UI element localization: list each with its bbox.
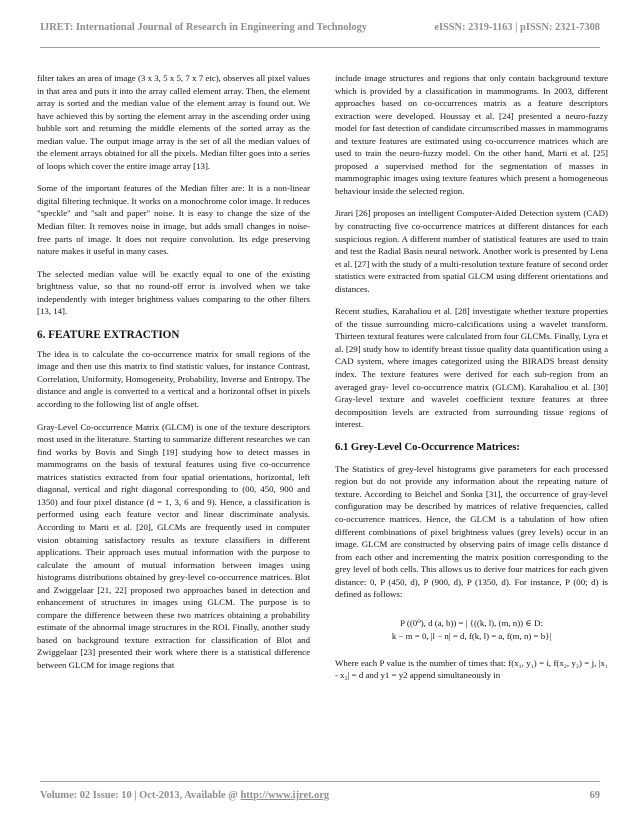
page-number: 69 (589, 790, 600, 801)
paragraph: The selected median value will be exactly equal to one of the existing brightness value, so that no round-off error is involved when we take independently with integer brightness values comparing to the other filters [13, 14]. (37, 268, 310, 317)
running-header (40, 22, 600, 40)
right-column (335, 72, 608, 692)
volume-info: Volume: 02 Issue: 10 | Oct-2013, Available @ (40, 790, 241, 801)
footer-rule (40, 781, 600, 782)
paragraph: Gray-Level Co-occurrence Matrix (GLCM) is one of the texture descriptors most used in the literature. Starting to summarize different researches we can find works by Bovis and Singh [19] studying how to detect masses in mammograms on the basis of textural features using five co-occurrence matrices statistics extracted from four spatial orientations, horizontal, left diagonal, vertical and right diagonal corresponding to (00, 450, 900 and 1350) and four pixel distance (d = 1, 3, 6 and 9). Hence, a classification is performed using each feature vector and linear discriminate analysis. According to Marti et al. [20], GLCMs are frequently used in computer vision obtaining satisfactory results as texture classifiers in different applications. Their approach uses mutual information with the purpose to calculate the amount of mutual information between images using histograms distributions obtained by grey-level co-occurrence matrices. Blot and Zwiggelaar [21, 22] proposed two approaches based in detection and enhancement of structures in images using GLCM. The purpose is to compare the difference between these two matrices obtaining a probability estimate of the abnormal image structures in the ROI. Finally, another study based on background texture extraction for classification of Blot and Zwiggelaar [23] presented their work where there is a statistical difference between GLCM for image regions that (37, 421, 310, 670)
footer-info (40, 790, 329, 801)
formula-line: k − m = 0, |l − n| = d, f(k, l) = a, f(m, n) = b}| (391, 630, 552, 641)
paragraph: Jirari [26] proposes an intelligent Computer-Aided Detection system (CAD) by constructing five co-occurrence matrices at different distances for each suspicious region. A different number of statistical features are used to train and test the Radial Basis neural network. Another work is presented by Lena et al. [27] with the study of a multi-resolution texture feature of second order statistics were extracted from spatial GLCM using different orientations and distances. (335, 208, 608, 294)
journal-title: IJRET: International Journal of Research in Engineering and Technology (40, 22, 367, 33)
paragraph: include image structures and regions that only contain background texture which is provided by a classification in mammograms. In 2003, different approaches based on co-occurrences matrix as a feature descriptors extraction were developed. Houssay et al. [24] presented a neuro-fuzzy model for fast detection of candidate circumscribed masses in mammograms and texture features are estimated using co-occurrence matrices which are used to train the neuro-fuzzy model. On the other hand, Marti et al. [25] proposed a supervised method for the segmentation of masses in mammographic images using texture features which present a homogeneous behaviour inside the selected region. (335, 73, 608, 196)
running-footer (40, 790, 600, 801)
journal-link[interactable]: http://www.ijret.org (240, 790, 330, 801)
issn-info: eISSN: 2319-1163 | pISSN: 2321-7308 (434, 22, 600, 33)
header-rule (40, 47, 600, 48)
left-column (37, 72, 310, 682)
glcm-formula (335, 617, 608, 643)
paragraph: The idea is to calculate the co-occurrence matrix for small regions of the image and then use this matrix to find statistic values, for instance Contrast, Correlation, Uniformity, Homogeneity, Probability, Inverse and Entropy. The distance and angle is converted to a vertical and a horizontal offset in pixels according to the following list of angle offset. (37, 348, 310, 410)
section-heading: 6. FEATURE EXTRACTION (37, 328, 180, 341)
paragraph: The Statistics of grey-level histograms give parameters for each processed region but do not provide any information about the repeating nature of texture. According to Beichel and Sonka [31], the occurrence of gray-level configuration may be described by matrices of relative frequencies, called co-occurrence matrices. Hence, the GLCM is a tabulation of how often different combinations of pixel brightness values (grey levels) occur in an image. GLCM are constructed by observing pairs of image cells distance d from each other and incrementing the matrix position corresponding to the grey level of both cells. This allows us to derive four matrices for each given distance: 0, P (450, d), P (900, d), P (1350, d). For instance, P (00; d) is defined as follows: (335, 463, 608, 600)
subsection-heading: 6.1 Grey-Level Co-Occurrence Matrices: (335, 441, 520, 453)
paragraph: Some of the important features of the Median filter are: It is a non-linear digital filtering technique. It works on a monochrome color image. It reduces "speckle" and "salt and paper" noise. It is easy to change the size of the Median filter. It removes noise in image, but adds small changes in noise-free parts of image. It does not require convolution. Its edge preserving nature makes it useful in many cases. (37, 183, 310, 257)
paragraph: Where each P value is the number of times that: f(x₁, y₁) = i, f(x₂, y₂) = j, |x₁ - x₂| = d and y1 = y2 append simultaneously in (335, 657, 608, 681)
formula-line: P ((0⁰), d (a, b)) = | {((k, l), (m, n)) ∈ D: (400, 617, 543, 628)
paragraph: filter takes an area of image (3 x 3, 5 x 5, 7 x 7 etc), observes all pixel values in that area and puts it into the array called element array. Then, the element array is sorted and the median value of the element array is found out. We have achieved this by sorting the element array in the ascending order using bubble sort and returning the middle elements of the sorted array as the median value. The output image array is the set of all the median values of the element arrays obtained for all the pixels. Median filter goes into a series of loops which cover the entire image array [13]. (37, 73, 310, 171)
paragraph: Recent studies, Karahaliou et al. [28] investigate whether texture properties of the tissue surrounding micro-calcifications using a wavelet transform. Thirteen textural features were calculated from four GLCMs. Finally, Lyra et al. [29] study how to identify breast tissue quality data quantification using a CAD system, where images categorized using the BIRADS breast density index. The texture features were derived for each sub-region from an averaged gray- level co-occurrence matrix (GLCM). Karahaliou et al. [30] Gray-level texture and wavelet coefficient texture features at three decomposition levels are extracted from surrounding tissue regions of interest. (335, 306, 608, 430)
